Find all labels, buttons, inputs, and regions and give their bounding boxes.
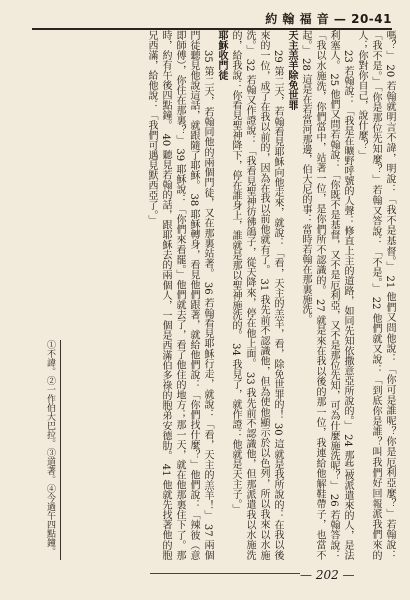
verse-paragraph: 嗎？」 20 若翰就明言不諱，明說：「我不是基督。」 21 他們又問他說：「你可是誰呢？你是厄利亞麼？」若翰說：「我不是。」「你是那位先知麼？」若翰又答說：「不是。」 22 他們就又說：「到底你是誰？叫我們好回報派我們來的人；你對你自己，說什麼？」 (356, 30, 395, 560)
running-head: 約 翰 福 音 — 20-41 (265, 12, 392, 26)
section-heading: 天主羔羊除免世罪 (286, 30, 297, 110)
verse-paragraph: 29 第二天，若翰看見耶穌向他走來，就說：「看，天主的羔羊，看，除免世罪的！ 30 這就是我所說的：在我以後來的一位，成了在我以前的，因為在我以前他就有了。 31 我先前不認識他，但為使他顯示於以色列，所以我來以水施洗。」 32 若翰又作證說：「我看見聖神彷彿鴿子，從天降來，停在他上面。 33 我先前不認識他，但那派遣我以水施洗的，給我說：你看見聖神降下，停在誰身上，誰就是那以聖神施洗的。 34 我見了，就作證：他就是天主子。」 (230, 30, 283, 560)
verse-paragraph: 35 第二天，若翰同他的兩個門徒，又在那裏站著。 36 若翰看見耶穌行走，就說：「看，天主的羔羊！」 37 兩個門徒聽見他說這話，就跟隨了耶穌。 38 耶穌轉身，看見他們跟著，就給他們說：「你們找什麼？」他們說：「辣彼（意即師傅），你住在那裏？」 39 耶穌說：「你們來看罷。」他們就去了，看了他住的地方；那一天，就在他那裏住下了。那時，約有午後四點鐘。 40 聽見若翰的話，跟耶穌去的兩個人，一個是西滿伯多祿的胞弟安德肋。 41 他就先找著他的胞兄西滿，給他說：「我們可遇見默西亞了。」 (146, 30, 213, 560)
section-heading: 耶穌收門徒 (216, 30, 227, 80)
main-text-block (56, 30, 396, 560)
page-number: — 202 — (300, 568, 355, 582)
verse-paragraph: 23 若翰說：「我是在曠野呼號的人聲：修直上主的道路，如同先知依撒意亞所說的。」 24 那些被派遣來的人，是法利塞人。 25 他們又問若翰說：「你既不是基督，又不是厄利亞，又不是那位先知，可為什麼施洗呢？」 26 若翰答說：「我以水施洗，你們當中，站著一位，是你們所不認識的。 27 就是來在我以後的那一位，我連給他解鞋帶子，也當不起。」 28 這是在若當河那邊，伯大尼的事：當時若翰在那裏施洗。 (300, 30, 353, 560)
footnote-line: ①不諱。②一作伯大巴拉。③道著。④今過午四點鐘。 (45, 340, 55, 556)
footer-rule (150, 573, 300, 574)
footnotes (8, 340, 61, 560)
